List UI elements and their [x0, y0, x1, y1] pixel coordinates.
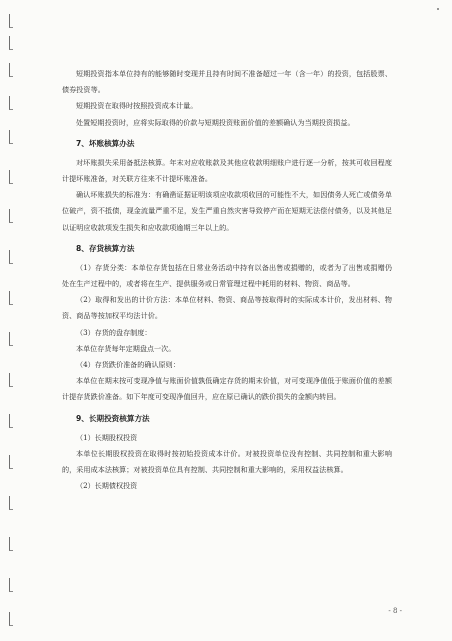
binding-mark — [9, 291, 13, 305]
binding-mark — [9, 496, 13, 510]
section-heading-bad-debt: 7、坏账核算办法 — [76, 138, 135, 148]
paragraph-inventory-impairment-principle: （4）存货跌价准备的确认原则： — [76, 360, 180, 370]
paragraph-inventory-impairment-detail: 本单位在期末按可变现净值与账面价值孰低确定存货的期末价值，对可变现净值低于账面价值的差额计提存货跌价准备。如下年度可变现净值回升，应在原已确认的跌价损失的金额内转回。 — [62, 376, 392, 402]
document-body — [62, 66, 392, 494]
section-heading-long-term-investment: 9、长期投资核算方法 — [76, 413, 150, 423]
binding-mark — [9, 455, 13, 469]
binding-mark — [9, 63, 13, 77]
binding-mark — [9, 537, 13, 551]
binding-mark — [9, 414, 13, 428]
paragraph-short-term-investment-measurement: 短期投资在取得时按照投资成本计量。 — [76, 101, 198, 111]
paragraph-inventory-count-frequency: 本单位存货每年定期盘点一次。 — [76, 343, 176, 353]
paragraph-short-term-investment-definition: 短期投资指本单位持有的能够随时变现并且持有时间不准备超过一年（含一年）的投资，包括股票、债券投资等。 — [62, 69, 392, 95]
scan-speck — [437, 8, 439, 10]
binding-mark — [9, 612, 13, 626]
paragraph-long-term-equity-investment-detail: 本单位长期股权投资在取得时按初始投资成本计价。对被投资单位没有控制、共同控制和重大影响的，采用成本法核算；对被投资单位具有控制、共同控制和重大影响的，采用权益法核算。 — [62, 448, 392, 475]
paragraph-inventory-valuation: （2）取得和发出的计价方法：本单位材料、物资、商品等按取得时的实际成本计价，发出材料、物资、商品等按加权平均法计价。 — [62, 295, 392, 321]
paragraph-inventory-count-system: （3）存货的盘存制度： — [76, 327, 152, 337]
paragraph-long-term-debt-investment-title: （2）长期债权投资 — [76, 481, 138, 491]
binding-mark — [9, 14, 13, 28]
page-number: - 8 - — [388, 607, 402, 615]
paragraph-long-term-equity-investment-title: （1）长期股权投资 — [76, 432, 138, 442]
binding-margin — [9, 0, 17, 641]
binding-mark — [9, 250, 13, 264]
binding-mark — [9, 332, 13, 346]
binding-mark — [9, 170, 13, 184]
section-heading-inventory: 8、存货核算方法 — [76, 243, 135, 253]
binding-mark — [9, 36, 13, 50]
binding-mark — [9, 578, 13, 592]
paragraph-short-term-investment-disposal: 处置短期投资时，应将实际取得的价款与短期投资账面价值的差额确认为当期投资损益。 — [76, 117, 355, 127]
binding-mark — [9, 373, 13, 387]
binding-mark — [9, 209, 13, 223]
binding-mark — [9, 130, 13, 144]
paragraph-bad-debt-method: 对坏账损失采用备抵法核算。年末对应收账款及其他应收款明细账户进行逐一分析，按其可收回程度计提坏账准备，对关联方往来不计提坏账准备。 — [62, 157, 392, 184]
paragraph-bad-debt-criteria: 确认坏账损失的标准为：有确凿证据证明该项应收款项收回的可能性不大，如因债务人死亡或债务单位破产，资不抵债，现金流量严重不足，发生严重自然灾害导致停产而在短期无法偿付债务，以及其他足以证明应收款项发生损失和应收款项逾期三年以上的。 — [62, 190, 392, 232]
binding-mark — [9, 96, 13, 110]
paragraph-inventory-classification: （1）存货分类：本单位存货包括在日常业务活动中持有以备出售或捐赠的，或者为了出售或捐赠仍处在生产过程中的，或者将在生产、提供服务或日常管理过程中耗用的材料、物资、商品等。 — [62, 262, 392, 289]
